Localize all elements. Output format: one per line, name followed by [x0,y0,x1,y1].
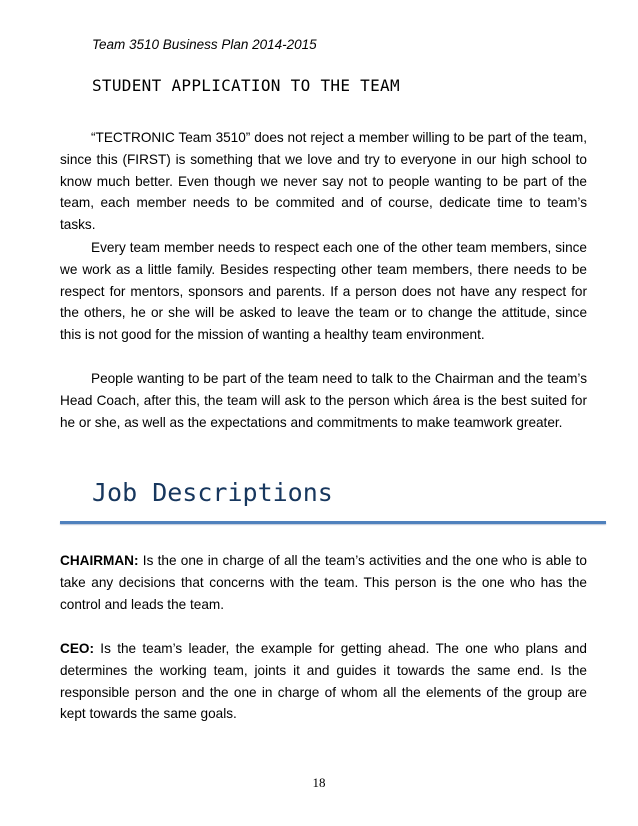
paragraph-joining: People wanting to be part of the team need to talk to the Chairman and the team’s Head Coach, after this, the team will ask to the person which área is the best suited for he or she, as well as the expectations and commitments to make teamwork greater. [60,371,587,430]
job-descriptions-heading: Job Descriptions [92,478,333,507]
job-chairman [60,550,587,615]
job-description-chairman: Is the one in charge of all the team’s activities and the one who is able to take any decisions that concerns with the team. This person is the one who has the control and leads the team. [60,553,587,612]
job-title-chairman: CHAIRMAN: [60,553,139,568]
running-header: Team 3510 Business Plan 2014-2015 [92,37,317,52]
paragraph-intro: “TECTRONIC Team 3510” does not reject a member willing to be part of the team, since this (FIRST) is something that we love and try to everyone in our high school to know much better. Even though we never say not to people wanting to be part of the team, each member needs to be commited and of course, dedicate time to team’s tasks. [60,130,587,233]
page-number: 18 [312,775,326,790]
job-title-ceo: CEO: [60,641,94,656]
heading-underline [60,521,606,524]
paragraph-respect: Every team member needs to respect each one of the other team members, since we work as a little family. Besides respecting other team members, there needs to be respect for mentors, sponsors and parents. If a person does not have any respect for the others, he or she will be asked to leave the team or to change the attitude, since this is not good for the mission of wanting a healthy team environment. [60,240,587,343]
job-description-ceo: Is the team’s leader, the example for getting ahead. The one who plans and determines the working team, joints it and guides it towards the same end. Is the responsible person and the one in charge of whom all the elements of the group are kept towards the same goals. [60,641,587,722]
job-ceo [60,638,587,725]
section-title: STUDENT APPLICATION TO THE TEAM [92,76,400,95]
